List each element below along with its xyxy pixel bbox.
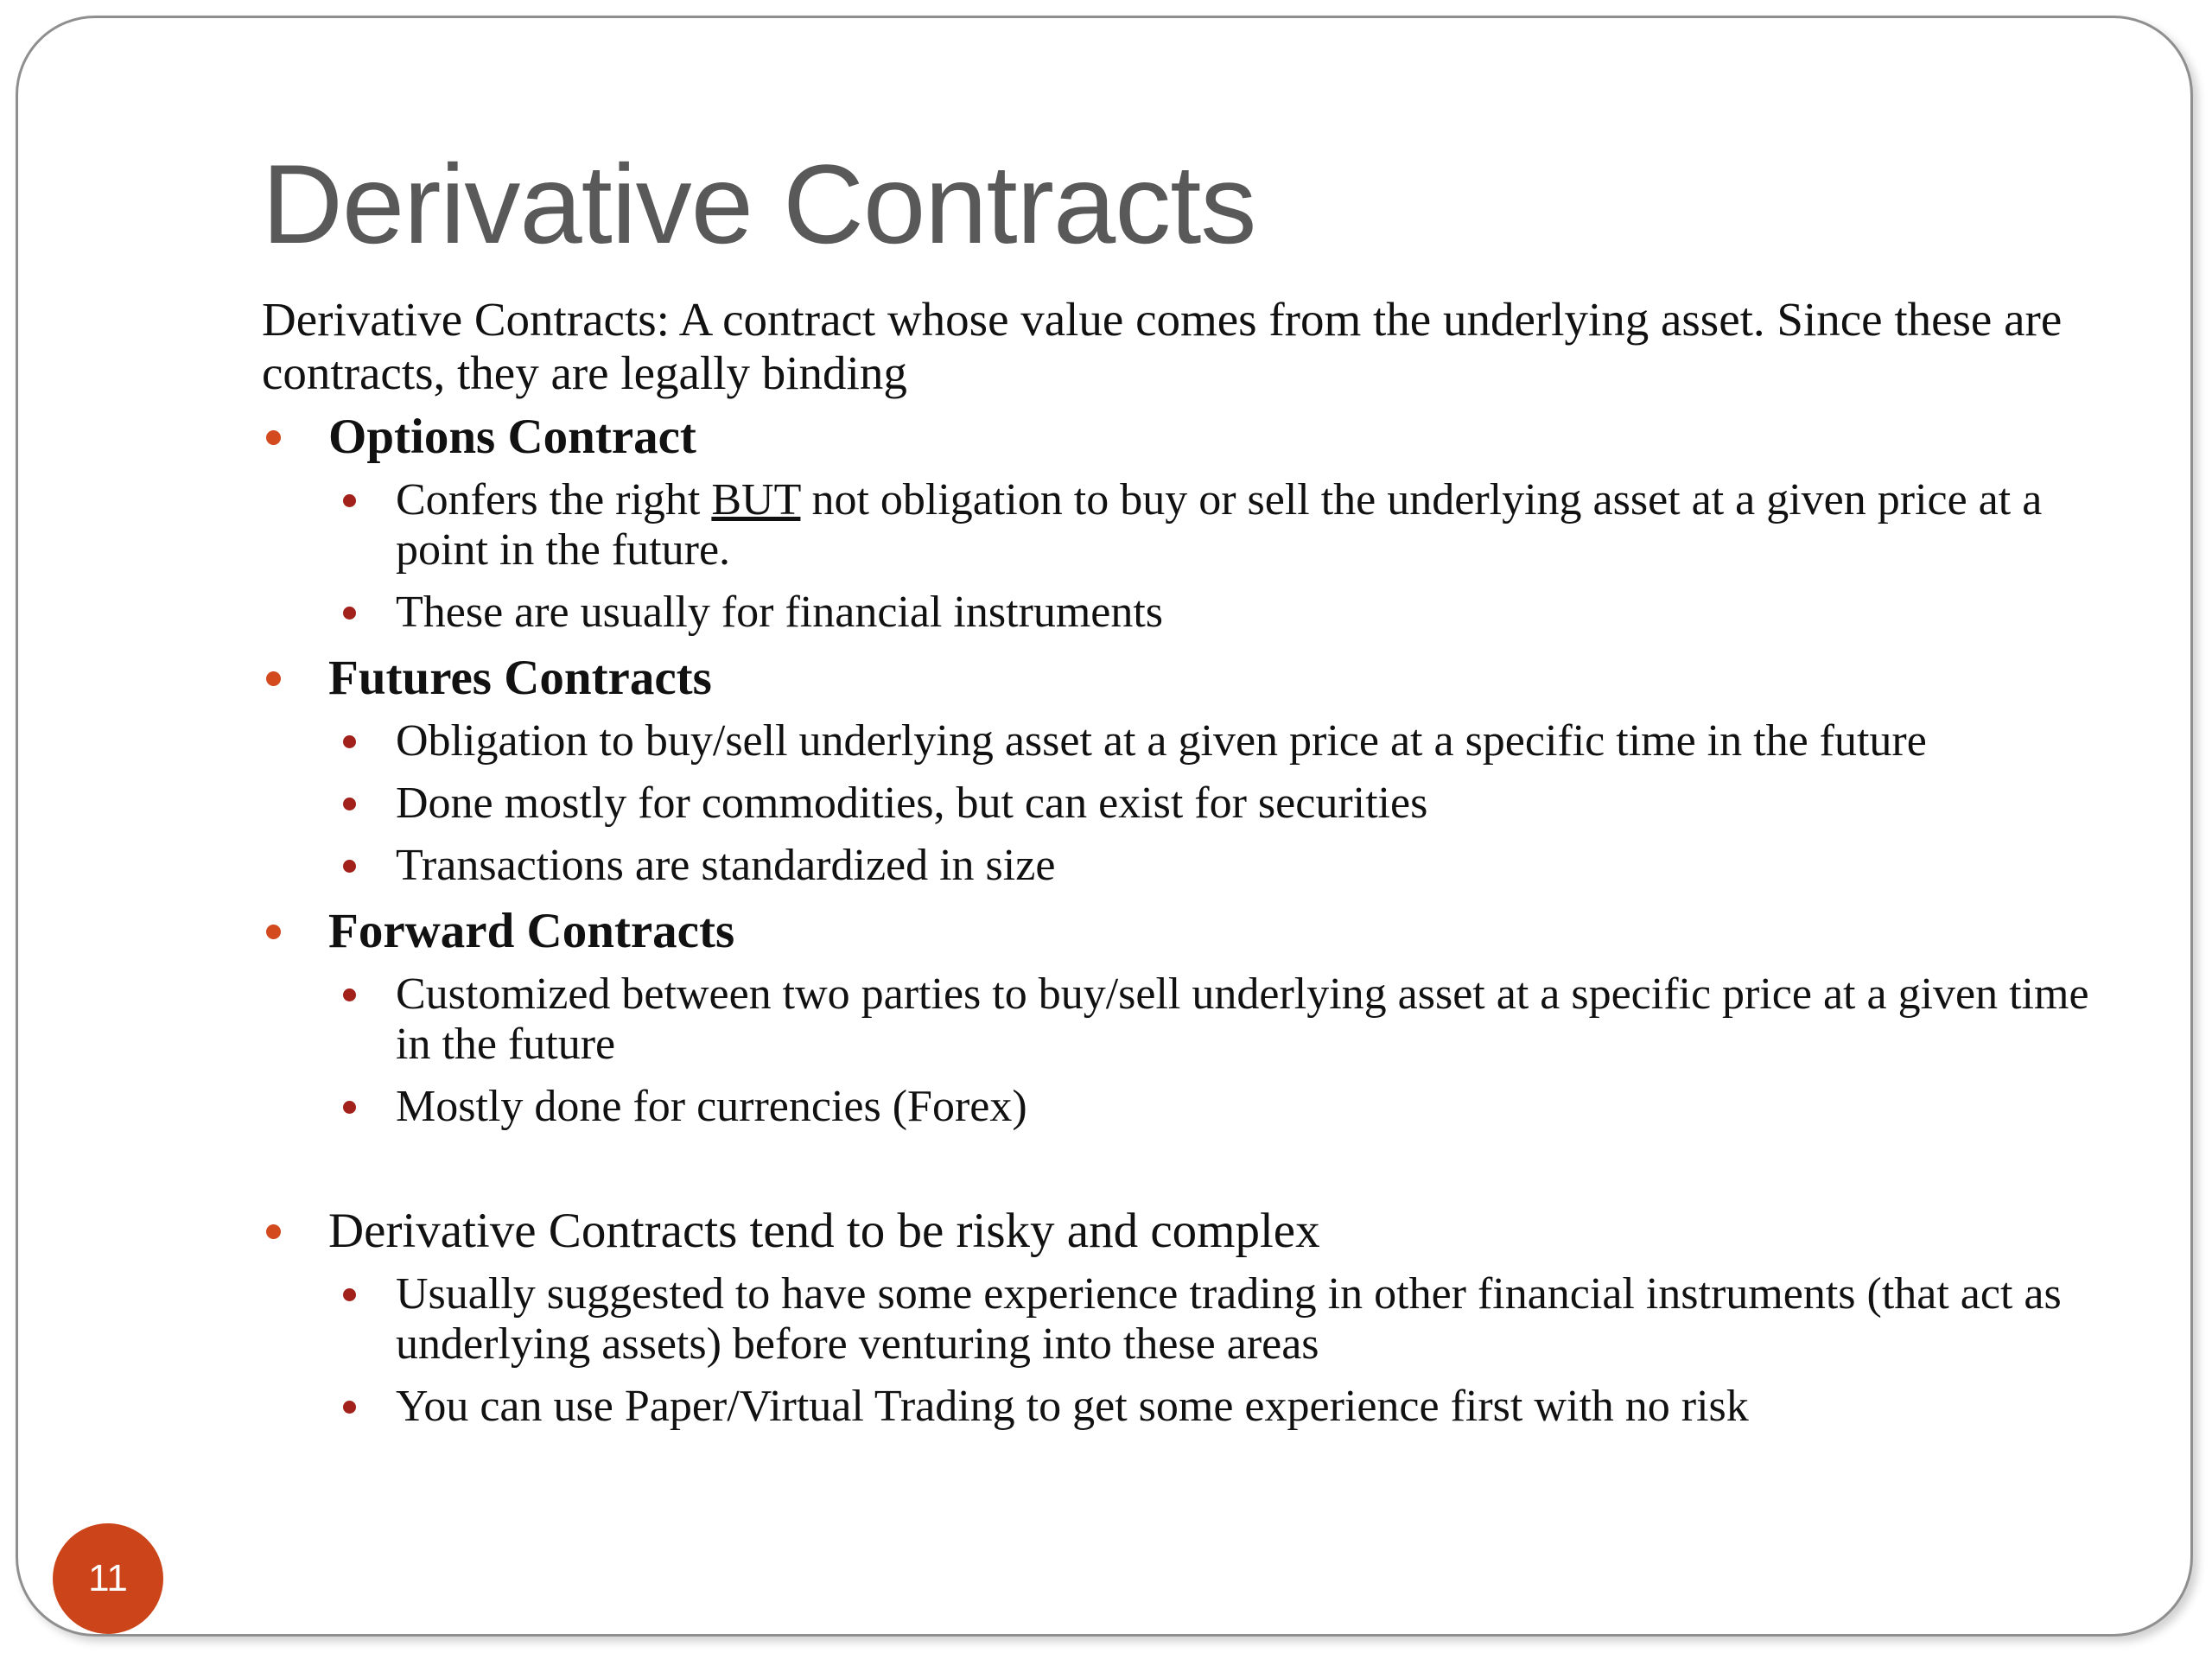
bullet-dot-icon (343, 860, 356, 873)
bullet-dot-icon (343, 1401, 356, 1414)
sub-bullet-text: These are usually for financial instruments (396, 588, 1164, 637)
bullet-dot-icon (343, 988, 356, 1001)
slide-number-badge: 11 (53, 1523, 163, 1634)
intro-paragraph: Derivative Contracts: A contract whose value comes from the underlying asset. Since these are contracts, they are legally binding (262, 293, 2063, 399)
sub-bullet (262, 969, 2102, 1070)
slide-frame (16, 16, 2193, 1637)
sub-bullet-text-end: not obligation to buy or sell the underlying asset at a given price at a point in the future. (396, 475, 2043, 575)
sub-bullet (262, 588, 2102, 638)
bullet-dot-icon (266, 925, 281, 939)
bullet-dot-icon (343, 798, 356, 810)
bullet-futures-contracts (262, 652, 2102, 705)
sub-bullet (262, 475, 2102, 575)
bullet-dot-icon (266, 1224, 281, 1239)
bullet-dot-icon (343, 607, 356, 620)
sub-bullet (262, 1269, 2102, 1370)
section-heading: Options Contract (328, 410, 696, 464)
sub-bullet-text: Done mostly for commodities, but can exist for securities (396, 779, 1428, 828)
bullet-risk-note (262, 1205, 2102, 1258)
bullet-dot-icon (266, 671, 281, 686)
section-heading: Forward Contracts (328, 904, 735, 958)
bullet-options-contract (262, 410, 2102, 464)
bullet-forward-contracts (262, 905, 2102, 958)
slide-title: Derivative Contracts (262, 141, 1256, 267)
bullet-dot-icon (343, 1101, 356, 1114)
bullet-dot-icon (343, 494, 356, 507)
bullet-dot-icon (343, 735, 356, 748)
section-heading: Futures Contracts (328, 651, 712, 705)
sub-bullet-text: Obligation to buy/sell underlying asset at a given price at a specific time in the future (396, 716, 1927, 766)
sub-bullet-text: Mostly done for currencies (Forex) (396, 1082, 1027, 1131)
sub-bullet-text: Transactions are standardized in size (396, 841, 1056, 890)
sub-bullet (262, 1382, 2102, 1432)
slide-body (262, 293, 2102, 1432)
sub-bullet (262, 779, 2102, 829)
sub-bullet (262, 1082, 2102, 1132)
bullet-dot-icon (343, 1288, 356, 1301)
bullet-dot-icon (266, 430, 281, 445)
sub-bullet (262, 841, 2102, 891)
sub-bullet-text: Usually suggested to have some experience trading in other financial instruments (that act as underlying assets) before venturing into these areas (396, 1269, 2062, 1369)
section-heading: Derivative Contracts tend to be risky and complex (328, 1204, 1320, 1258)
sub-bullet-text: You can use Paper/Virtual Trading to get some experience first with no risk (396, 1382, 1749, 1431)
sub-bullet-text: Customized between two parties to buy/sell underlying asset at a specific price at a given time in the future (396, 969, 2089, 1069)
underlined-emphasis: BUT (711, 475, 801, 524)
sub-bullet-text-start: Confers the right (396, 475, 712, 524)
sub-bullet (262, 716, 2102, 766)
